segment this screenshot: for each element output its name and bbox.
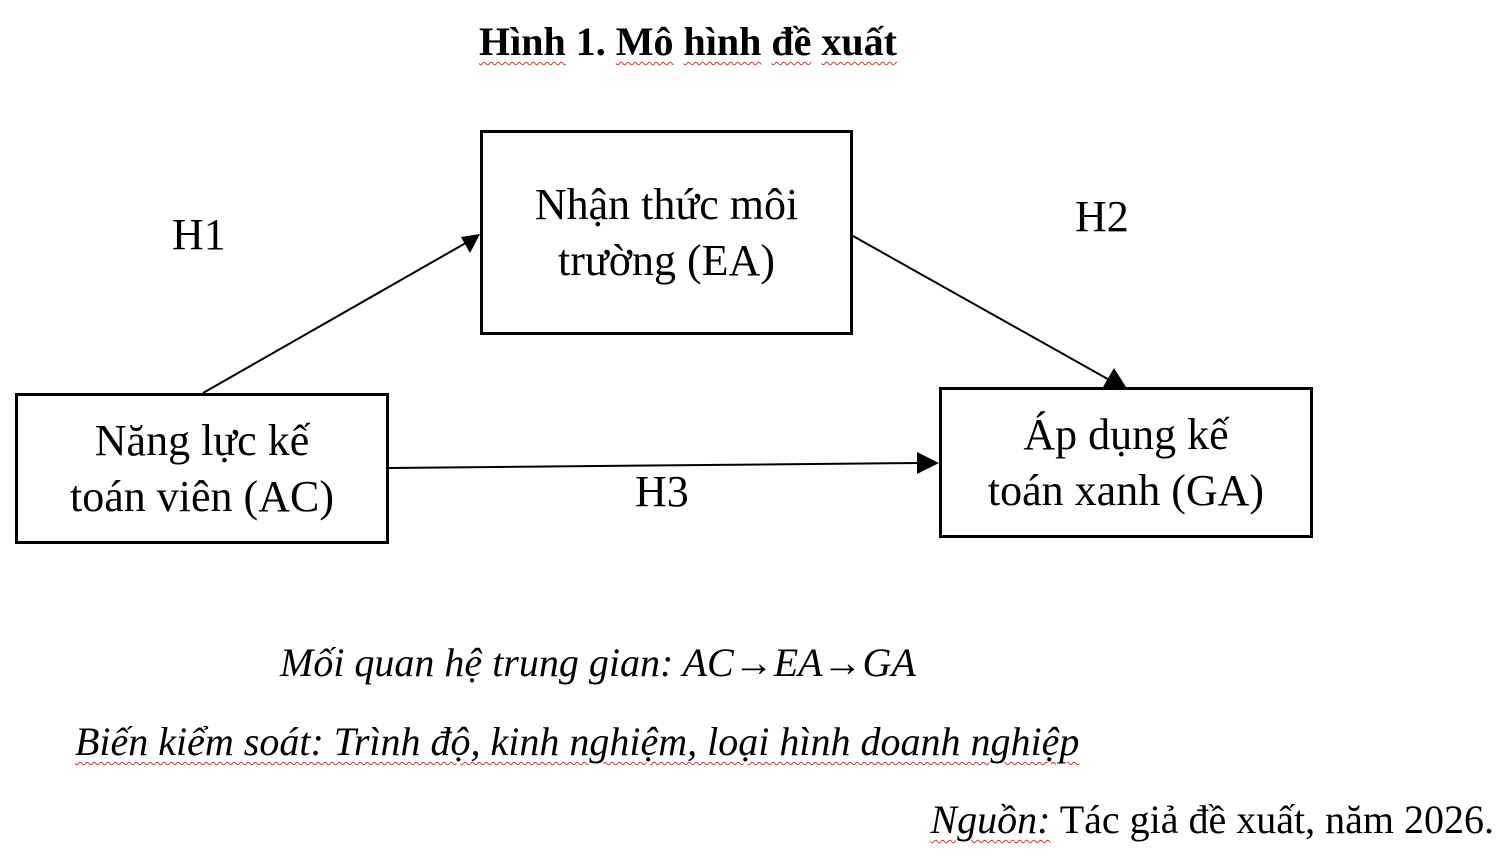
hypothesis-h1-label: H1 — [172, 210, 226, 259]
source-note — [930, 795, 1494, 845]
node-ga-line2: toán xanh (GA) — [987, 465, 1265, 515]
title-word: hình — [683, 19, 762, 64]
mediation-note: Mối quan hệ trung gian: AC→EA→GA — [280, 640, 916, 685]
node-accountant-competence — [15, 393, 389, 544]
title-word: đề — [771, 19, 812, 64]
node-ea-line1: Nhận thức môi — [534, 179, 799, 229]
hypothesis-h3-label: H3 — [635, 467, 689, 516]
arrow-h1 — [203, 236, 478, 393]
source-text: Tác giả đề xuất, năm 2026. — [1050, 797, 1494, 842]
node-ea-line2: trường (EA) — [558, 235, 775, 285]
node-ac-line2: toán viên (AC) — [70, 471, 334, 521]
control-variables-note — [75, 717, 1079, 767]
title-word: xuất — [821, 19, 897, 64]
control-variables-text: Biến kiểm soát: Trình độ, kinh nghiệm, loại hình doanh nghiệp — [75, 719, 1080, 764]
hypothesis-h2-label: H2 — [1075, 192, 1129, 241]
source-label: Nguồn: — [930, 797, 1051, 842]
title-word: Mô — [615, 19, 674, 64]
node-environmental-awareness — [480, 130, 853, 335]
arrowhead-h3 — [917, 452, 939, 474]
node-green-accounting — [939, 387, 1313, 538]
title-word: Hình — [479, 19, 566, 64]
node-ga-line1: Áp dụng kế — [1023, 409, 1229, 459]
node-ac-line1: Năng lực kế — [94, 415, 310, 465]
arrow-h2 — [853, 236, 1113, 382]
title-number: 1. — [575, 19, 606, 64]
